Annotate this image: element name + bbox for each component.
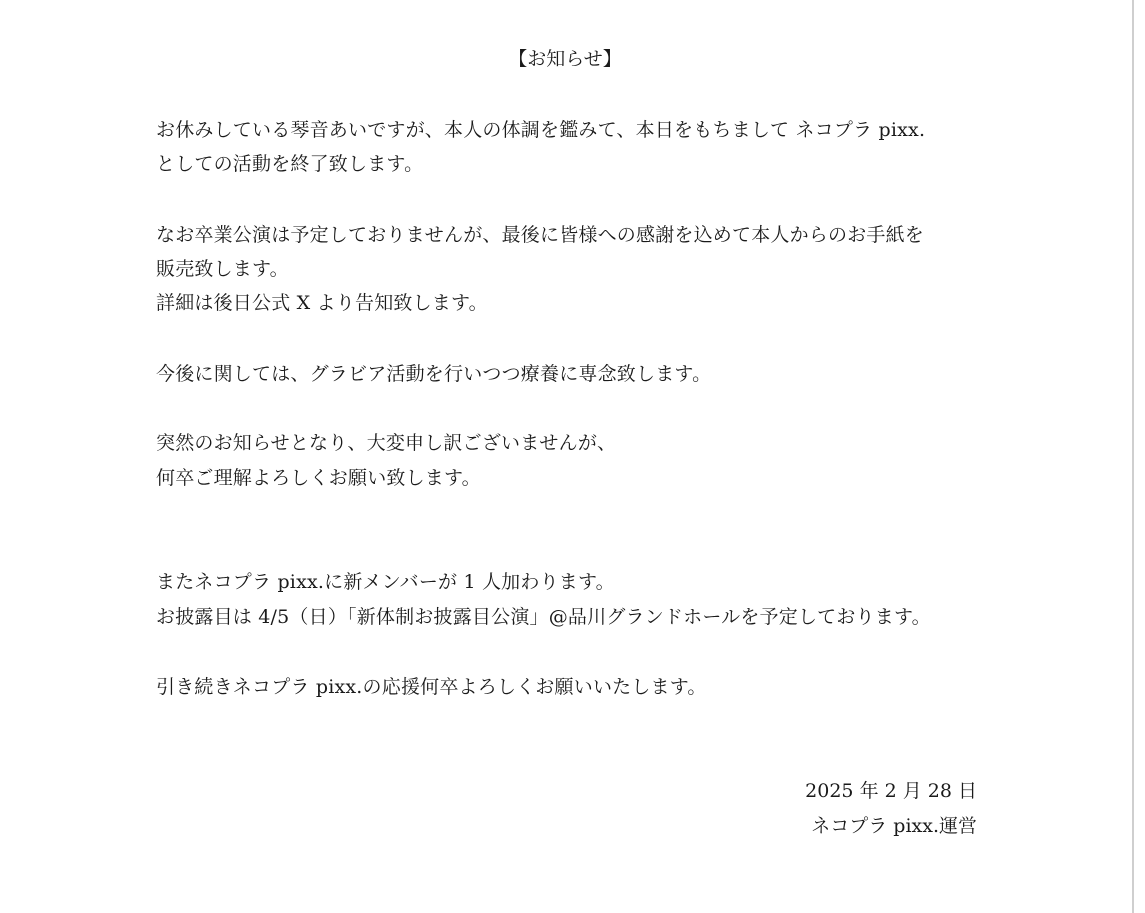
paragraph-1-line-1: お休みしている琴音あいですが、本人の体調を鑑みて、本日をもちまして ネコプラ pixx. <box>156 119 926 141</box>
paragraph-2-line-3: 詳細は後日公式 X より告知致します。 <box>156 292 488 314</box>
paragraph-2-line-2: 販売致します。 <box>156 258 289 280</box>
notice-signature: ネコプラ pixx.運営 <box>811 815 977 837</box>
paragraph-4-line-1: 突然のお知らせとなり、大変申し訳ございませんが、 <box>156 432 617 454</box>
notice-date: 2025 年 2 月 28 日 <box>805 780 977 802</box>
paragraph-1-line-2: としての活動を終了致します。 <box>156 153 424 175</box>
paragraph-2-line-1: なお卒業公演は予定しておりませんが、最後に皆様への感謝を込めて本人からのお手紙を <box>156 224 925 246</box>
paragraph-5-line-1: またネコプラ pixx.に新メンバーが 1 人加わります。 <box>156 571 615 593</box>
paragraph-4-line-2: 何卒ご理解よろしくお願い致します。 <box>156 467 481 489</box>
paragraph-3-line-1: 今後に関しては、グラビア活動を行いつつ療養に専念致します。 <box>156 363 712 385</box>
notice-title: 【お知らせ】 <box>508 48 622 70</box>
page-edge-divider <box>1132 0 1134 913</box>
paragraph-6-line-1: 引き続きネコプラ pixx.の応援何卒よろしくお願いいたします。 <box>156 676 707 698</box>
paragraph-5-line-2: お披露目は 4/5（日）「新体制お披露目公演」@品川グランドホールを予定しております。 <box>156 606 931 628</box>
